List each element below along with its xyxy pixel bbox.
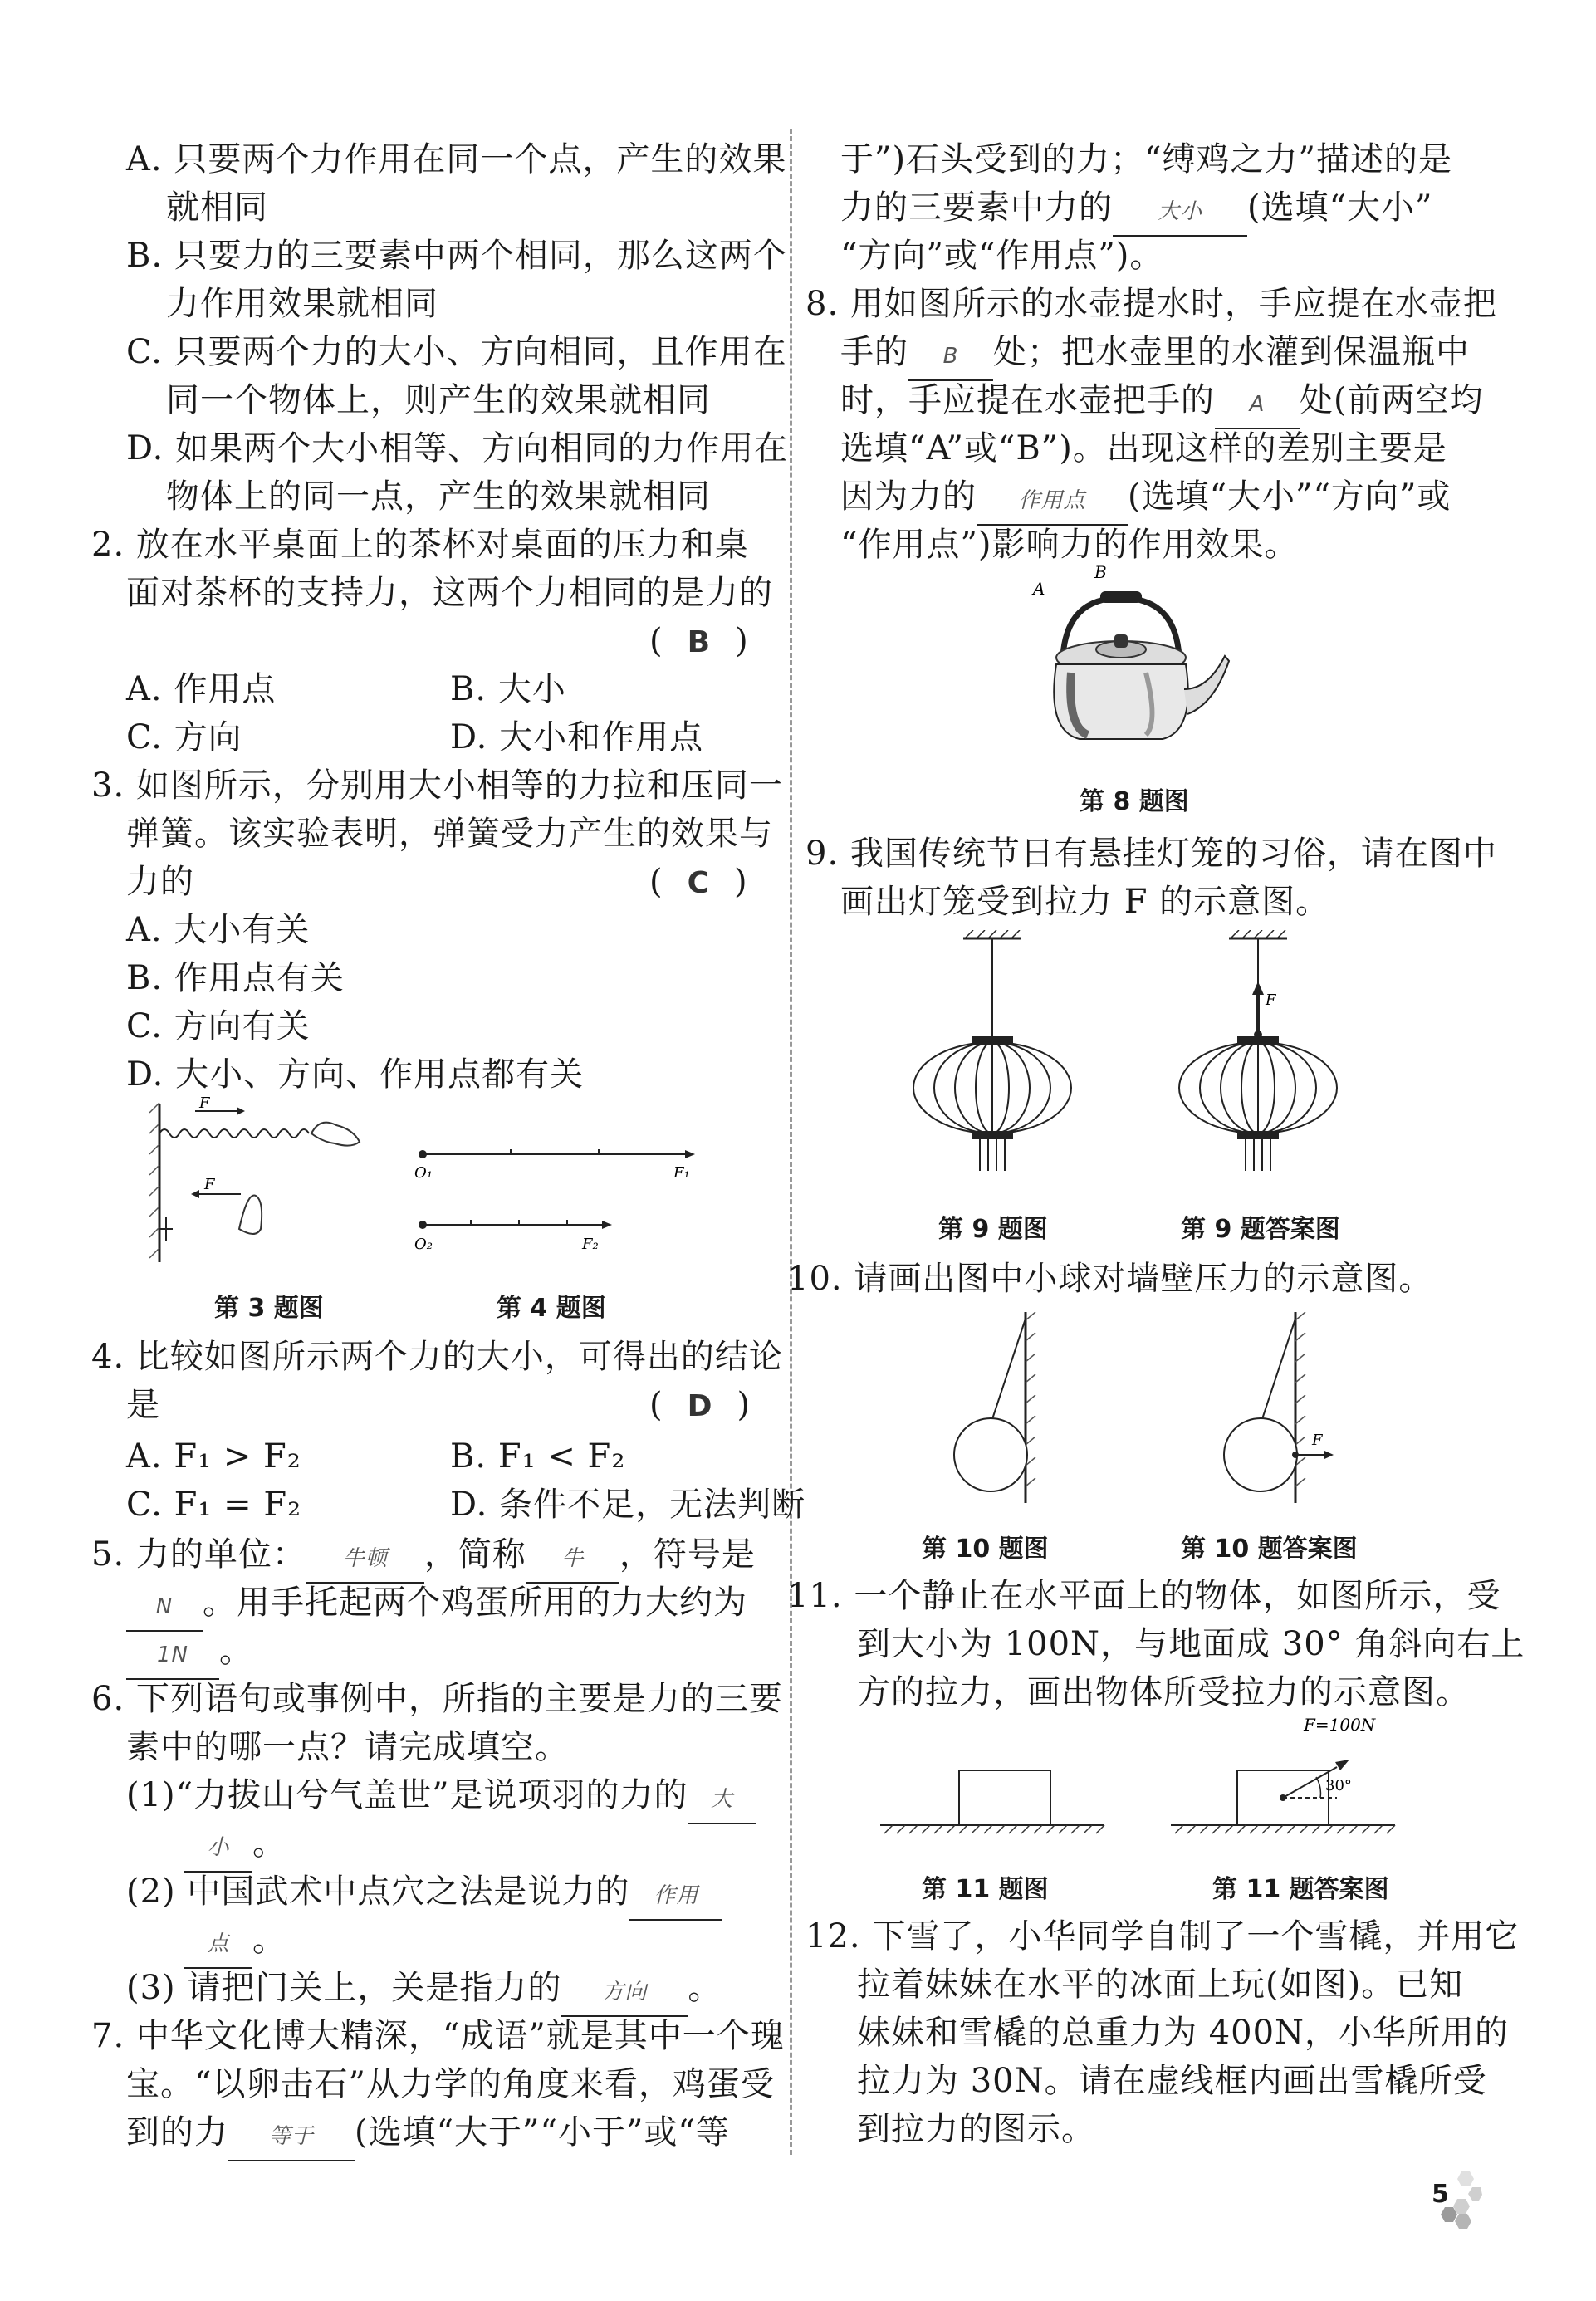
angle-label: 30°	[1325, 1777, 1352, 1794]
q12-line1: 12. 下雪了，小华同学自制了一个雪橇，并用它	[805, 1917, 1520, 1956]
q7-text: 到的力	[126, 2113, 228, 2152]
q3-figure-caption: 第 3 题图	[214, 1294, 324, 1323]
lantern-answer-figure	[1171, 930, 1345, 1179]
q7-blank-1: 等于	[228, 2113, 355, 2161]
q6-part1-cont	[184, 1820, 286, 1873]
q7-stem-cont2	[126, 2109, 730, 2161]
q5-line1	[91, 1531, 756, 1584]
q4-option-d: D. 条件不足，无法判断	[450, 1486, 806, 1524]
q7-cont-line1: 于”)石头受到的力；“缚鸡之力”描述的是	[840, 140, 1452, 179]
q6-part1	[126, 1772, 756, 1824]
q8-text: 时，手应提在水壶把手的	[840, 381, 1215, 419]
wall-force-label: F	[1312, 1432, 1323, 1449]
q4-stem: 4. 比较如图所示两个力的大小，可得出的结论	[91, 1338, 783, 1376]
q12-line2: 拉着妹妹在水平的冰面上玩(如图)。已知	[857, 1966, 1464, 2004]
q7-cont-line2	[840, 184, 1433, 237]
q2-option-b: B. 大小	[450, 670, 566, 708]
stretched-spring	[159, 1129, 309, 1138]
q8-line5	[840, 473, 1451, 526]
q11-line3: 方的拉力，画出物体所受拉力的示意图。	[857, 1673, 1470, 1711]
q8-text: 处；把水壶里的水灌到保温瓶中	[993, 333, 1470, 371]
q3-stem-cont2: 力的	[126, 863, 194, 901]
q7-blank-2: 大小	[1113, 188, 1247, 237]
q3-option-d: D. 大小、方向、作用点都有关	[126, 1055, 585, 1094]
q3-answer-paren: ( C )	[649, 863, 747, 901]
q7-text: (选填“大小”	[1247, 188, 1433, 227]
q2-stem: 2. 放在水平桌面上的茶杯对桌面的压力和桌	[91, 526, 749, 564]
q9-line2: 画出灯笼受到拉力 F 的示意图。	[840, 883, 1330, 921]
q4-option-c: C. F₁ = F₂	[126, 1486, 302, 1524]
q9-answer-caption: 第 9 题答案图	[1181, 1215, 1340, 1244]
label-f2: F₂	[582, 1236, 599, 1253]
q8-line2	[840, 329, 1470, 381]
q8-text: (选填“大小”“方向”或	[1128, 477, 1452, 516]
q6-part2-cont	[184, 1917, 286, 1969]
lantern-force-label: F	[1266, 991, 1276, 1009]
q7-text: (选填“大于”“小于”或“等	[355, 2113, 730, 2152]
q3-option-c: C. 方向有关	[126, 1007, 311, 1045]
block-question-figure	[880, 1752, 1113, 1843]
block-force-label: F=100N	[1304, 1715, 1376, 1735]
q6-part2-text: (2) 中国武术中点穴之法是说力的	[126, 1873, 630, 1911]
lantern-question-figure	[905, 930, 1080, 1179]
q6-stem: 6. 下列语句或事例中，所指的主要是力的三要	[91, 1680, 783, 1718]
q6-part3-text: (3) 请把门关上，关是指力的	[126, 1969, 562, 2007]
wall-force-arrow	[1324, 1451, 1334, 1459]
spring-force-label-bottom: F	[204, 1176, 215, 1193]
q5-blank-estimate: 1N	[126, 1632, 219, 1680]
q6-part1-text: (1)“力拔山兮气盖世”是说项羽的力的	[126, 1776, 688, 1814]
q10-answer-caption: 第 10 题答案图	[1181, 1535, 1358, 1564]
label-o1: O₁	[414, 1164, 433, 1182]
q1-option-d: D. 如果两个大小相等、方向相同的力作用在	[126, 429, 789, 468]
q5-blank-short: 牛	[526, 1535, 619, 1584]
label-f1: F₁	[673, 1164, 690, 1182]
label-o2: O₂	[414, 1236, 433, 1253]
q1-option-a: A. 只要两个力作用在同一个点，产生的效果	[126, 140, 787, 179]
q8-text: 手的	[840, 333, 908, 371]
q11-line1: 11. 一个静止在水平面上的物体，如图所示，受	[787, 1577, 1501, 1615]
q6-part2	[126, 1868, 722, 1921]
q8-line3	[840, 377, 1484, 429]
q5-blank-unit: 牛顿	[306, 1535, 424, 1584]
lantern-force-arrow	[1252, 982, 1264, 995]
q2-answer-paren: ( B )	[649, 622, 748, 660]
q8-figure-caption: 第 8 题图	[1080, 787, 1189, 816]
q7-cont-line3: “方向”或“作用点”)。	[840, 237, 1164, 275]
q6-part3	[126, 1965, 722, 2017]
q5-text: 。	[219, 1632, 253, 1670]
q6-part2-blank-cont: 点	[184, 1921, 252, 1969]
pulling-hand	[311, 1123, 360, 1146]
force-comparison-figure	[411, 1138, 710, 1270]
kettle-figure	[1021, 565, 1237, 756]
q8-text: 因为力的	[840, 477, 977, 516]
q8-text: 处(前两空均	[1300, 381, 1484, 419]
q12-line5: 到拉力的图示。	[857, 2110, 1095, 2148]
q6-part1-blank-cont: 小	[184, 1824, 252, 1873]
q2-option-d: D. 大小和作用点	[450, 718, 704, 756]
q6-part1-end: 。	[252, 1824, 286, 1863]
q1-option-c: C. 只要两个力的大小、方向相同，且作用在	[126, 333, 787, 371]
q4-answer-paren: ( D )	[649, 1386, 751, 1424]
ball-wall-question-figure	[942, 1312, 1050, 1503]
q6-part2-blank: 作用	[629, 1873, 722, 1921]
q1-option-b-cont: 力作用效果就相同	[166, 285, 438, 323]
kettle-label-b: B	[1094, 565, 1107, 582]
q5-text: 5. 力的单位：	[91, 1535, 306, 1574]
q8-blank-2: A	[1215, 381, 1300, 429]
q3-option-b: B. 作用点有关	[126, 959, 345, 997]
q6-part1-blank: 大	[688, 1776, 756, 1824]
q5-text: ，简称	[423, 1535, 526, 1574]
pull-force-arrow	[1335, 1760, 1349, 1770]
q12-line4: 拉力为 30N。请在虚线框内画出雪橇所受	[857, 2062, 1487, 2100]
q8-line6: “作用点”)影响力的作用效果。	[840, 526, 1299, 564]
kettle-label-a: A	[1033, 579, 1045, 599]
q6-stem-cont: 素中的哪一点？请完成填空。	[126, 1728, 569, 1766]
q8-line4: 选填“A”或“B”)。出现这样的差别主要是	[840, 429, 1447, 468]
block	[959, 1770, 1050, 1825]
q6-part2-end: 。	[252, 1921, 286, 1959]
q8-line1: 8. 用如图所示的水壶提水时，手应提在水壶把	[805, 285, 1497, 323]
q4-figure-caption: 第 4 题图	[497, 1294, 606, 1323]
ball-wall-answer-figure	[1212, 1312, 1345, 1503]
column-divider	[790, 129, 792, 2155]
q5-text: ，符号是	[619, 1535, 756, 1574]
q3-stem: 3. 如图所示，分别用大小相等的力拉和压同一	[91, 766, 783, 805]
q4-answer: D	[687, 1389, 712, 1423]
q7-stem: 7. 中华文化博大精深，“成语”就是其中一个瑰	[91, 2017, 785, 2055]
q8-blank-3: 作用点	[977, 477, 1128, 526]
kettle-spout	[1184, 656, 1229, 714]
q6-part3-blank: 方向	[561, 1969, 688, 2017]
q3-stem-cont: 弹簧。该实验表明，弹簧受力产生的效果与	[126, 815, 773, 853]
q2-option-c: C. 方向	[126, 718, 242, 756]
q9-figure-caption: 第 9 题图	[938, 1215, 1048, 1244]
q12-line3: 妹妹和雪橇的总重力为 400N，小华所用的	[857, 2014, 1510, 2052]
q3-option-a: A. 大小有关	[126, 911, 311, 949]
q5-blank-symbol: N	[126, 1584, 203, 1632]
q1-option-d-cont: 物体上的同一点，产生的效果就相同	[166, 477, 711, 516]
q2-stem-cont: 面对茶杯的支持力，这两个力相同的是力的	[126, 574, 773, 612]
q3-answer: C	[687, 866, 710, 900]
q7-text: 力的三要素中力的	[840, 188, 1113, 227]
q6-part3-end: 。	[688, 1969, 722, 2007]
q8-blank-1: B	[908, 333, 993, 381]
q7-stem-cont: 宝。“以卵击石”从力学的角度来看，鸡蛋受	[126, 2065, 775, 2103]
q1-option-c-cont: 同一个物体上，则产生的效果就相同	[166, 381, 711, 419]
q4-stem-cont: 是	[126, 1386, 160, 1424]
q2-answer: B	[687, 625, 711, 659]
q11-line2: 到大小为 100N，与地面成 30° 角斜向右上	[857, 1625, 1525, 1663]
q10-figure-caption: 第 10 题图	[922, 1535, 1049, 1564]
q2-option-a: A. 作用点	[126, 670, 277, 708]
q4-option-a: A. F₁ > F₂	[126, 1437, 301, 1476]
compressed-spring	[159, 1217, 173, 1241]
spring-force-label-top: F	[199, 1096, 210, 1112]
q5-line3	[126, 1628, 253, 1680]
ball	[954, 1418, 1027, 1491]
block-answer-figure	[1171, 1711, 1420, 1843]
q9-line1: 9. 我国传统节日有悬挂灯笼的习俗，请在图中	[805, 835, 1497, 873]
q1-option-b: B. 只要力的三要素中两个相同，那么这两个	[126, 237, 787, 275]
q5-line2	[126, 1579, 747, 1632]
q5-text: 。用手托起两个鸡蛋所用的力大约为	[203, 1584, 747, 1622]
q10-line1: 10. 请画出图中小球对墙壁压力的示意图。	[787, 1260, 1433, 1298]
q11-figure-caption: 第 11 题图	[922, 1875, 1049, 1904]
q4-option-b: B. F₁ < F₂	[450, 1437, 626, 1476]
q11-answer-caption: 第 11 题答案图	[1212, 1875, 1389, 1904]
pushing-hand	[239, 1196, 262, 1235]
spring-figure	[149, 1096, 399, 1270]
q1-option-a-cont: 就相同	[166, 188, 268, 227]
page-number: 5	[1432, 2180, 1449, 2209]
